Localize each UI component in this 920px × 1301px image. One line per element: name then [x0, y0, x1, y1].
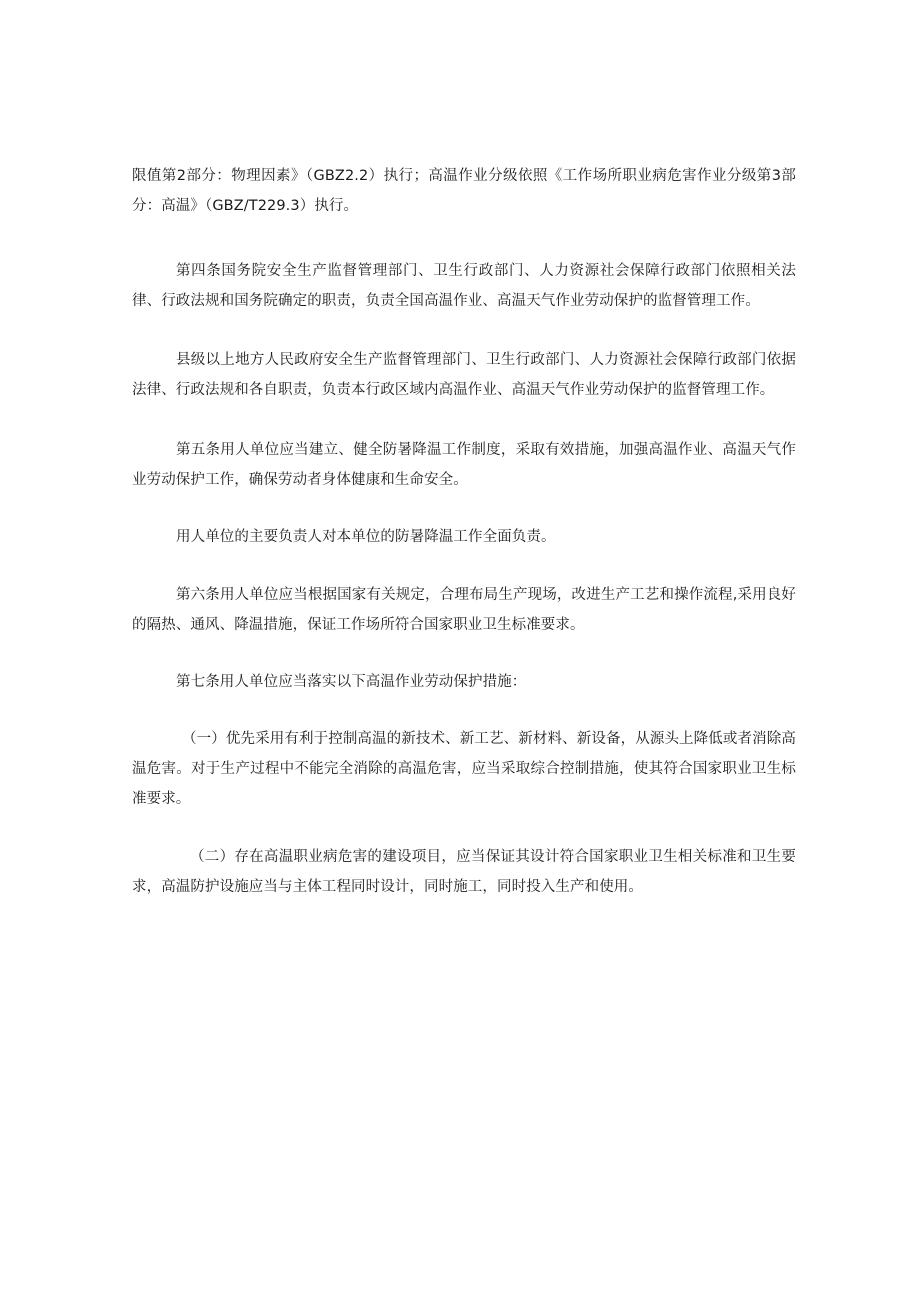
paragraph-article-6: 第六条用人单位应当根据国家有关规定，合理布局生产现场，改进生产工艺和操作流程,采用良好的隔热、通风、降温措施，保证工作场所符合国家职业卫生标准要求。 [132, 587, 796, 633]
paragraph-standards-continuation: 限值第2部分：物理因素》（GBZ2.2）执行；高温作业分级依照《工作场所职业病危害作业分级第3部分：高温》（GBZ/T229.3）执行。 [132, 168, 796, 214]
paragraph-article-5-responsibility: 用人单位的主要负责人对本单位的防暑降温工作全面负责。 [176, 529, 556, 545]
paragraph-article-7-item-2: （二）存在高温职业病危害的建设项目，应当保证其设计符合国家职业卫生相关标准和卫生要求，高温防护设施应当与主体工程同时设计，同时施工，同时投入生产和使用。 [132, 849, 796, 895]
paragraph-article-7-item-1: （一）优先采用有利于控制高温的新技术、新工艺、新材料、新设备，从源头上降低或者消除高温危害。对于生产过程中不能完全消除的高温危害，应当采取综合控制措施，使其符合国家职业卫生标准要求。 [132, 731, 796, 807]
paragraph-article-4-local: 县级以上地方人民政府安全生产监督管理部门、卫生行政部门、人力资源社会保障行政部门依据法律、行政法规和各自职责，负责本行政区域内高温作业、高温天气作业劳动保护的监督管理工作。 [132, 352, 796, 398]
paragraph-article-4: 第四条国务院安全生产监督管理部门、卫生行政部门、人力资源社会保障行政部门依照相关法律、行政法规和国务院确定的职责，负责全国高温作业、高温天气作业劳动保护的监督管理工作。 [132, 263, 796, 309]
paragraph-article-7: 第七条用人单位应当落实以下高温作业劳动保护措施： [176, 674, 527, 690]
paragraph-article-5: 第五条用人单位应当建立、健全防暑降温工作制度，采取有效措施，加强高温作业、高温天气作业劳动保护工作，确保劳动者身体健康和生命安全。 [132, 442, 796, 488]
